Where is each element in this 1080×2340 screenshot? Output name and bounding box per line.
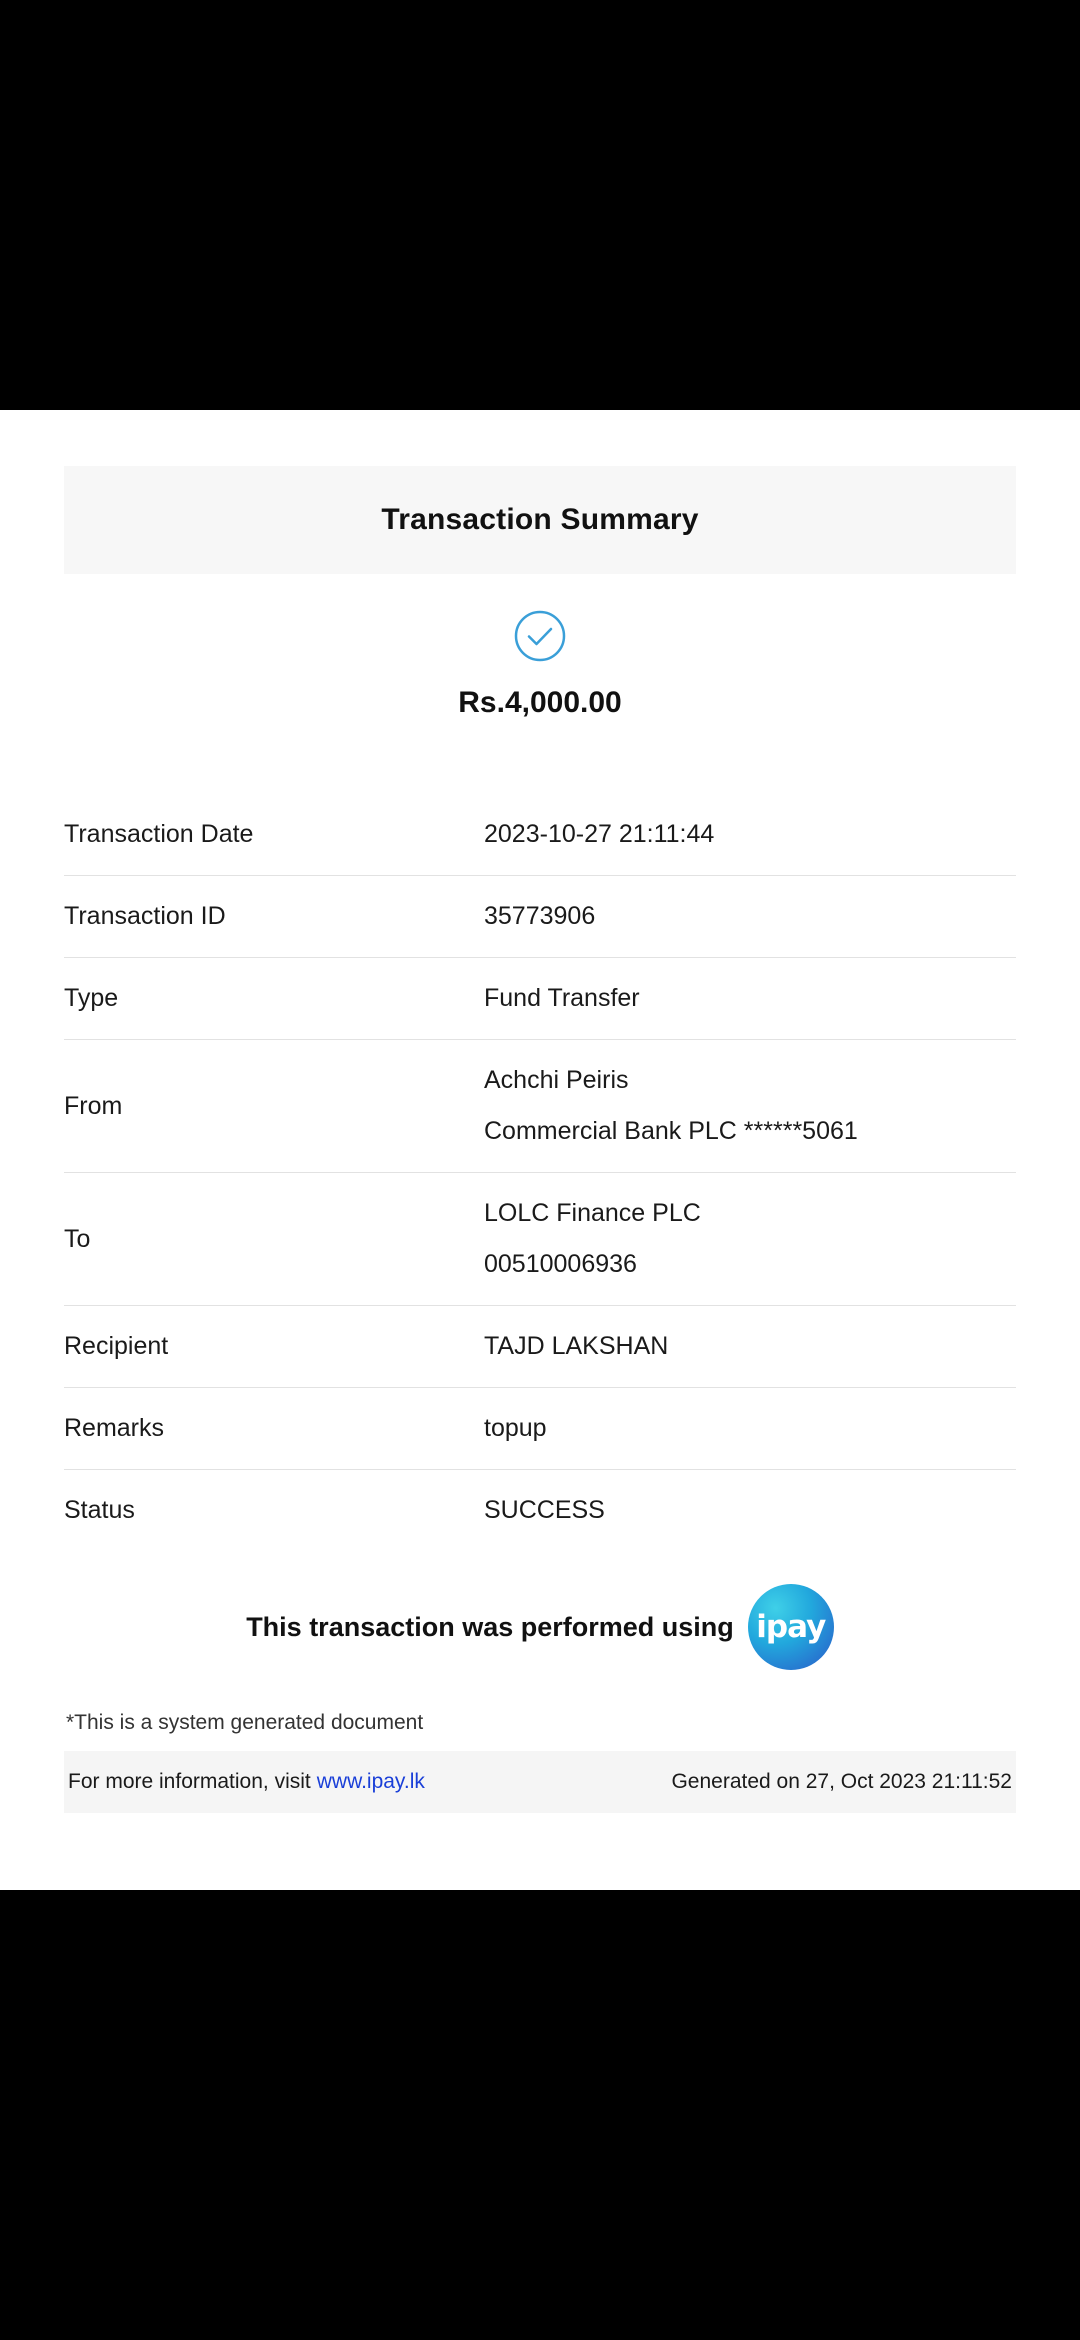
performed-using-row: [64, 1579, 1016, 1675]
table-row: [64, 1040, 1016, 1173]
table-row: [64, 794, 1016, 876]
value-line: LOLC Finance PLC: [484, 1199, 701, 1227]
row-label: Type: [64, 984, 119, 1012]
status-badge: [484, 1470, 1016, 1552]
table-row: [64, 1388, 1016, 1470]
system-generated-note: *This is a system generated document: [66, 1711, 424, 1734]
row-label: Transaction ID: [64, 902, 226, 930]
row-value: [484, 1388, 1016, 1470]
row-value: [484, 876, 1016, 958]
value-line: 2023-10-27 21:11:44: [484, 820, 715, 848]
value-line: 00510006936: [484, 1250, 637, 1278]
value-line: topup: [484, 1414, 547, 1442]
value-line: 35773906: [484, 902, 596, 930]
status-icon-wrap: [64, 608, 1016, 664]
generated-on-timestamp: Generated on 27, Oct 2023 21:11:52: [671, 1770, 1012, 1793]
row-label: Transaction Date: [64, 820, 254, 848]
row-value: [484, 1040, 1016, 1173]
footer-info-prefix: For more information, visit: [68, 1770, 311, 1793]
check-circle-icon: [512, 608, 568, 664]
row-value: [484, 794, 1016, 876]
receipt-header: [64, 466, 1016, 574]
receipt-footer: [64, 1751, 1016, 1813]
row-value: [484, 1306, 1016, 1388]
row-label: Recipient: [64, 1332, 169, 1360]
value-line: SUCCESS: [484, 1496, 605, 1524]
row-label: To: [64, 1224, 91, 1253]
table-row: [64, 1306, 1016, 1388]
transaction-receipt: [0, 410, 1080, 1890]
value-line: Achchi Peiris: [484, 1066, 629, 1094]
table-row: [64, 958, 1016, 1040]
performed-using-label: This transaction was performed using: [246, 1611, 734, 1642]
row-value: [484, 958, 1016, 1040]
value-line: TAJD LAKSHAN: [484, 1332, 669, 1360]
ipay-logo-icon: ipay: [748, 1584, 834, 1670]
value-line: Commercial Bank PLC ******5061: [484, 1117, 858, 1145]
row-value: [484, 1173, 1016, 1306]
table-row: [64, 1470, 1016, 1552]
value-line: Fund Transfer: [484, 984, 640, 1012]
transaction-amount: Rs.4,000.00: [458, 686, 622, 719]
table-row: [64, 1173, 1016, 1306]
row-label: Status: [64, 1496, 135, 1524]
transaction-details-table: [64, 794, 1016, 1551]
ipay-website-link[interactable]: www.ipay.lk: [316, 1770, 425, 1793]
footer-info: [68, 1770, 425, 1794]
row-label: Remarks: [64, 1414, 165, 1442]
row-label: From: [64, 1091, 123, 1120]
page-title: Transaction Summary: [381, 503, 699, 536]
table-row: [64, 876, 1016, 958]
